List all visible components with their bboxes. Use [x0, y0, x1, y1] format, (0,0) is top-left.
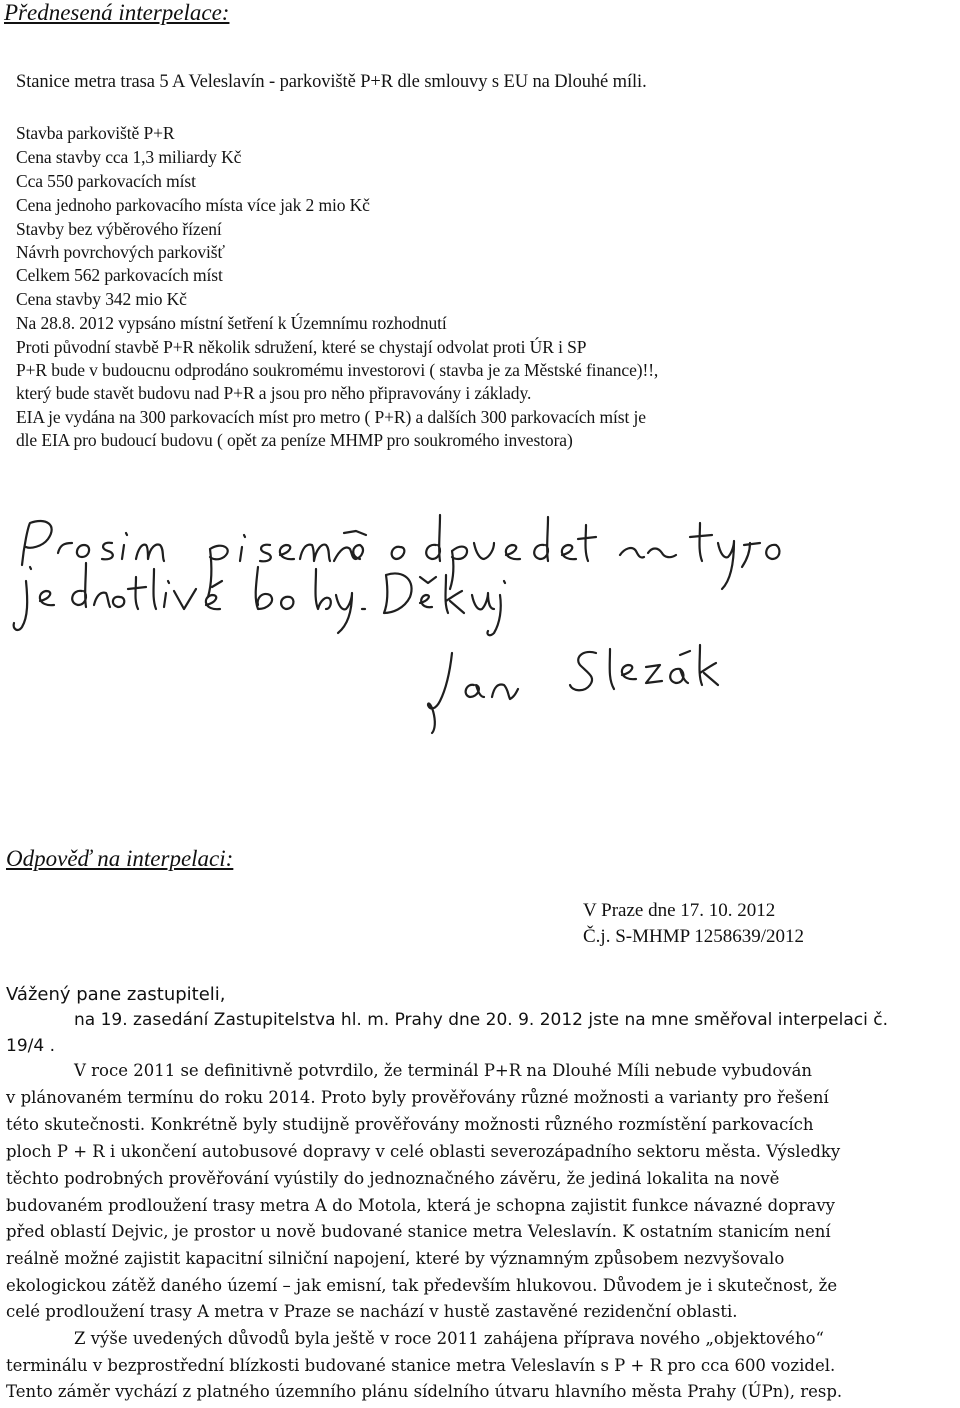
- scan-line: Celkem 562 parkovacích míst: [16, 265, 223, 285]
- answer-heading: Odpověď na interpelaci:: [6, 846, 234, 871]
- interpellation-heading: Přednesená interpelace:: [4, 0, 230, 25]
- scan-line: Cena stavby 342 mio Kč: [16, 289, 187, 309]
- answer-line: reálně možné zajistit kapacitní silniční napojení, které by významným způsobem nezvyšovalo: [6, 1249, 785, 1268]
- scan-line: Cca 550 parkovacích míst: [16, 171, 196, 191]
- scan-line: který bude stavět budovu nad P+R a jsou pro něho připravovány i základy.: [16, 383, 532, 403]
- answer-line: celé prodloužení trasy A metra v Praze se nachází v hustě zastavěné rezidenční oblasti.: [6, 1302, 738, 1321]
- scan-line: dle EIA pro budoucí budovu ( opět za peníze MHMP pro soukromého investora): [16, 430, 573, 450]
- scan-title-line: Stanice metra trasa 5 A Veleslavín - parkoviště P+R dle smlouvy s EU na Dlouhé míli.: [16, 72, 647, 92]
- scan-line: Stavba parkoviště P+R: [16, 123, 175, 143]
- answer-line: budovaném prodloužení trasy metra A do Motola, která je schopna zajistit funkce návazné dopravy: [6, 1196, 836, 1215]
- answer-line: ekologickou zátěž daného území – jak emisní, tak především hlukovou. Důvodem je i skutečnost, že: [6, 1276, 838, 1295]
- date-line: V Praze dne 17. 10. 2012: [583, 900, 776, 921]
- scan-line: Proti původní stavbě P+R několik sdružení, které se chystají odvolat proti ÚR i SP: [16, 337, 587, 357]
- answer-line: této skutečnosti. Konkrétně byly studijně prověřovány možnosti různého rozmístění parkovacích: [6, 1115, 814, 1134]
- scan-line: Cena stavby cca 1,3 miliardy Kč: [16, 147, 242, 167]
- scan-line: Stavby bez výběrového řízení: [16, 219, 222, 239]
- salutation: Vážený pane zastupiteli,: [6, 984, 226, 1005]
- answer-line: v plánovaném termínu do roku 2014. Proto byly prověřovány různé možnosti a varianty pro řešení: [6, 1088, 829, 1107]
- answer-line: před oblastí Dejvic, je prostor u nově budované stanice metra Veleslavín. K ostatním stanicím není: [6, 1222, 831, 1241]
- handwritten-signature-note: [0, 505, 800, 735]
- answer-line: Tento záměr vychází z platného územního plánu sídelního útvaru hlavního města Prahy (ÚPn), resp.: [6, 1382, 843, 1401]
- scan-line: P+R bude v budoucnu odprodáno soukromému investorovi ( stavba je za Městské finance)!!,: [16, 360, 659, 380]
- answer-line: na 19. zasedání Zastupitelstva hl. m. Prahy dne 20. 9. 2012 jste na mne směřoval interpelaci č.: [74, 1010, 888, 1030]
- answer-line: Z výše uvedených důvodů byla ještě v roce 2011 zahájena příprava nového „objektového“: [74, 1329, 824, 1348]
- scan-line: Návrh povrchových parkovišť: [16, 242, 225, 262]
- answer-line: těchto podrobných prověřování vyústily do jednoznačného závěru, že jediná lokalita na nově: [6, 1169, 780, 1188]
- answer-line: ploch P + R i ukončení autobusové dopravy v celé oblasti severozápadního sektoru města. Výsledky: [6, 1142, 841, 1161]
- answer-line: terminálu v bezprostřední blízkosti budované stanice metra Veleslavín s P + R pro cca 600 vozidel.: [6, 1356, 836, 1375]
- scan-line: Na 28.8. 2012 vypsáno místní šetření k Územnímu rozhodnutí: [16, 313, 447, 333]
- scan-line: Cena jednoho parkovacího místa více jak 2 mio Kč: [16, 195, 370, 215]
- scan-line: EIA je vydána na 300 parkovacích míst pro metro ( P+R) a dalších 300 parkovacích míst je: [16, 407, 646, 427]
- answer-line: 19/4 .: [6, 1036, 55, 1056]
- file-number: Č.j. S-MHMP 1258639/2012: [583, 926, 804, 947]
- answer-line: V roce 2011 se definitivně potvrdilo, že terminál P+R na Dlouhé Míli nebude vybudován: [74, 1061, 813, 1080]
